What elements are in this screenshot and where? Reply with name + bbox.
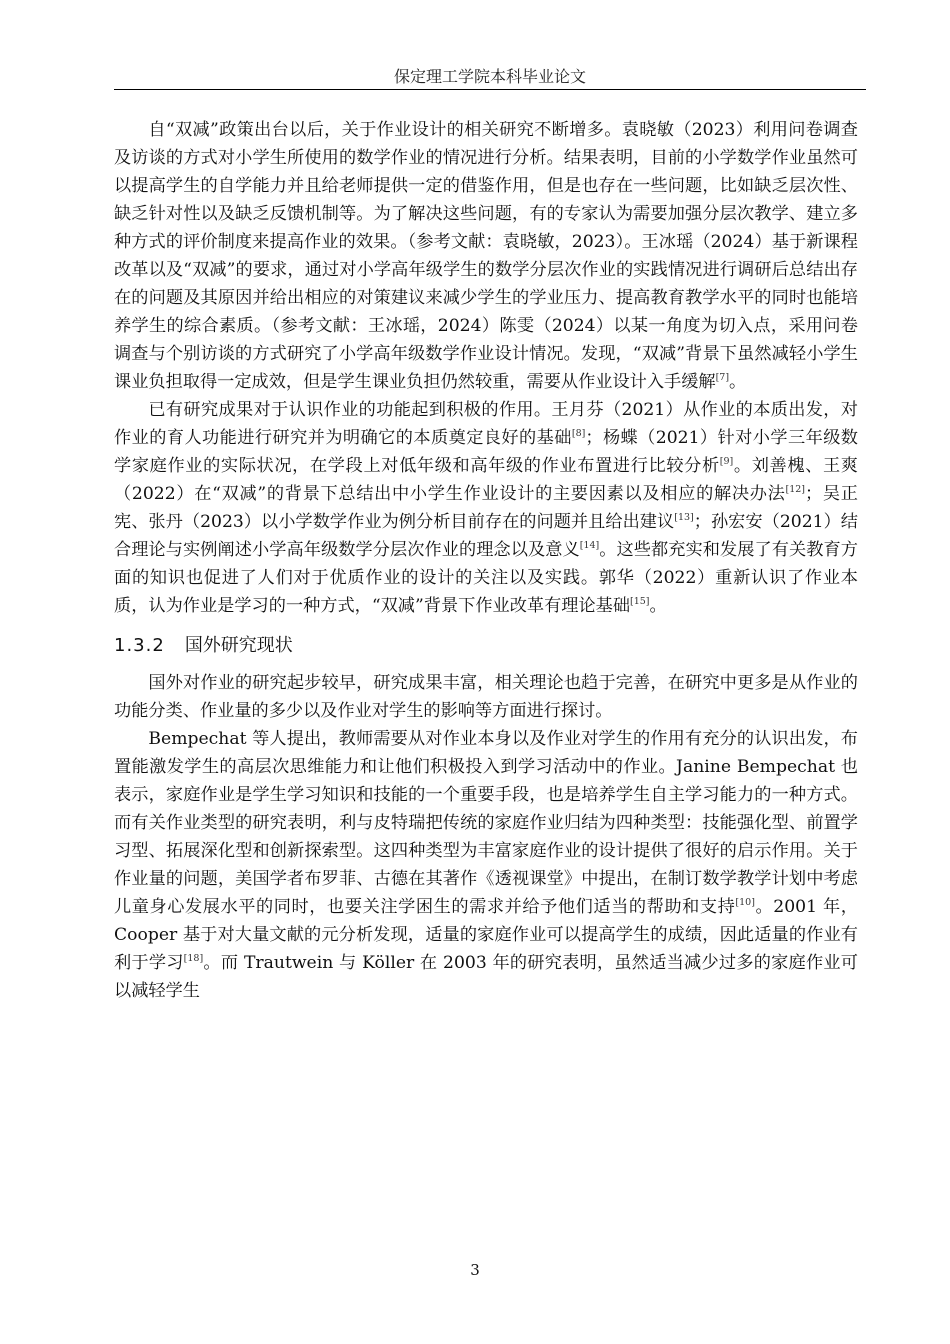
citation: [13] [674,512,694,523]
text-run: 已有研究成果对于认识作业的功能起到积极的作用。王月芬（2021）从作业的本质出发，对作业的育人功能进行研究并为明确它的本质奠定良好的基础 [114,400,858,448]
paragraph-3 [114,669,858,725]
section-heading [114,631,858,661]
text-run: 。这些都充实和发展了有关教育方面的知识也促进了人们对于优质作业的设计的关注以及实践。郭华（2022）重新认识了作业本质，认为作业是学习的一种方式，“双减”背景下作业改革有理论基础 [114,540,858,616]
paragraph-2 [114,396,858,620]
text-run: 。而 Trautwein 与 Köller 在 2003 年的研究表明，虽然适当减少过多的家庭作业可以减轻学生 [114,953,858,1001]
citation: [12] [785,484,806,495]
header-rule [114,89,866,90]
text-run: 。刘善槐、王爽（2022）在“双减”的背景下总结出中小学生作业设计的主要因素以及相应的解决办法 [114,456,858,504]
text-run: 自“双减”政策出台以后，关于作业设计的相关研究不断增多。袁晓敏（2023）利用问卷调查及访谈的方式对小学生所使用的数学作业的情况进行分析。结果表明，目前的小学数学作业虽然可以提高学生的自学能力并且给老师提供一定的借鉴作用，但是也存在一些问题，比如缺乏层次性、缺乏针对性以及缺乏反馈机制等。为了解决这些问题，有的专家认为需要加强分层次教学、建立多种方式的评价制度来提高作业的效果。（参考文献：袁晓敏，2023）。王冰瑶（2024）基于新课程改革以及“双减”的要求，通过对小学高年级学生的数学分层次作业的实践情况进行调研后总结出存在的问题及其原因并给出相应的对策建议来减少学生的学业压力、提高教育教学水平的同时也能培养学生的综合素质。（参考文献：王冰瑶，2024）陈雯（2024）以某一角度为切入点，采用问卷调查与个别访谈的方式研究了小学高年级数学作业设计情况。发现，“双减”背景下虽然减轻小学生课业负担取得一定成效，但是学生课业负担仍然较重，需要从作业设计入手缓解 [114,120,858,392]
text-run: 。 [649,596,667,616]
section-number: 1.3.2 [114,635,165,656]
text-run: 。 [729,372,747,392]
citation: [7] [715,372,730,383]
page-number: 3 [470,1261,480,1279]
text-run: 。2001 年，Cooper 基于对大量文献的元分析发现，适量的家庭作业可以提高学生的成绩，因此适量的作业有利于学习 [114,897,858,973]
text-run: ；杨蝶（2021）针对小学三年级数学家庭作业的实际状况，在学段上对低年级和高年级的作业布置进行比较分析 [114,428,858,476]
text-run: Bempechat 等人提出，教师需要从对作业本身以及作业对学生的作用有充分的认识出发，布置能激发学生的高层次思维能力和让他们积极投入到学习活动中的作业。Janine Bempechat 也表示，家庭作业是学生学习知识和技能的一个重要手段，也是培养学生自主学习能力的一种方式。而有关作业类型的研究表明，利与皮特瑞把传统的家庭作业归结为四种类型：技能强化型、前置学习型、拓展深化型和创新探索型。这四种类型为丰富家庭作业的设计提供了很好的启示作用。关于作业量的问题，美国学者布罗菲、古德在其著作《透视课堂》中提出，在制订数学教学计划中考虑儿童身心发展水平的同时，也要关注学困生的需求并给予他们适当的帮助和支持 [114,729,858,917]
citation: [9] [719,456,734,467]
text-run: ；孙宏安（2021）结合理论与实例阐述小学高年级数学分层次作业的理念以及意义 [114,512,858,560]
citation: [10] [735,897,755,908]
text-run: 国外对作业的研究起步较早，研究成果丰富，相关理论也趋于完善，在研究中更多是从作业的功能分类、作业量的多少以及作业对学生的影响等方面进行探讨。 [114,673,858,721]
paragraph-4 [114,725,858,1005]
citation: [8] [571,428,586,439]
citation: [15] [630,596,650,607]
running-header: 保定理工学院本科毕业论文 [393,67,586,86]
section-title: 国外研究现状 [184,635,293,656]
citation: [18] [183,953,204,964]
body-text [114,116,858,1005]
paragraph-1 [114,116,858,396]
citation: [14] [579,540,600,551]
text-run: ；吴正宪、张丹（2023）以小学数学作业为例分析目前存在的问题并且给出建议 [114,484,858,532]
